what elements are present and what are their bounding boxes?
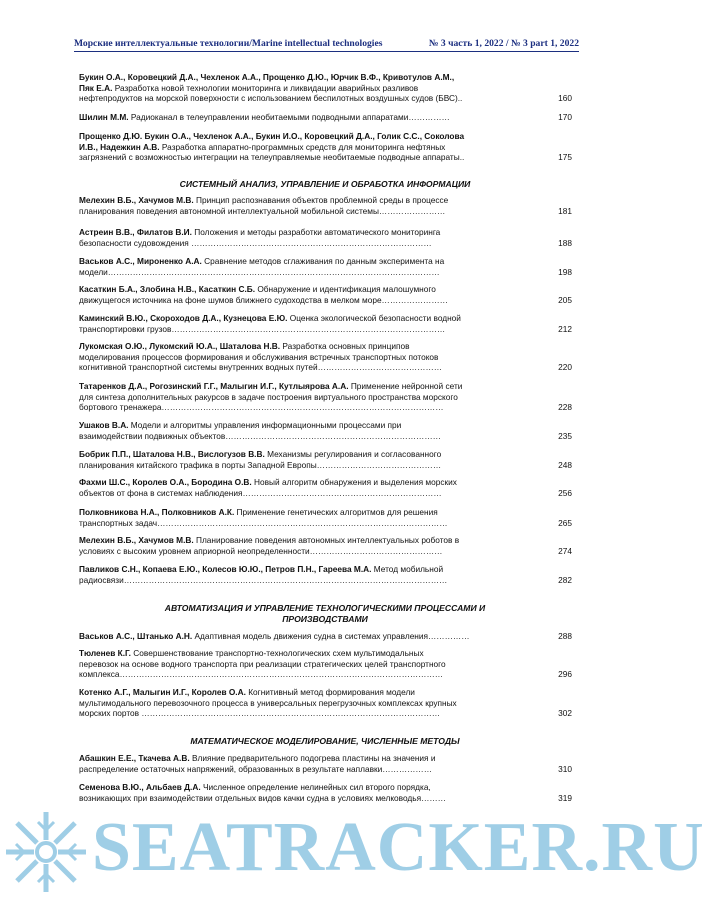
entry-title: Адаптивная модель движения судна в системах управления……………	[192, 631, 470, 641]
entry-title: безопасности судовождения ……………………………………………………………………………	[79, 237, 432, 248]
entry-title: планирования поведения автономной интеллектуальной мобильной системы……………………	[79, 205, 446, 216]
entry-title: Радиоканал в телеуправлении необитаемыми подводными аппаратами……………	[128, 112, 450, 122]
entry-line	[79, 352, 572, 363]
entry-authors: Фахми Ш.С., Королев О.А., Бородина О.В.	[79, 477, 252, 487]
running-header	[74, 38, 579, 52]
entry-line	[79, 256, 572, 267]
entry-authors: Семенова В.Ю., Альбаев Д.А.	[79, 782, 201, 792]
toc-entry	[79, 687, 572, 719]
entry-title: Модели и алгоритмы управления информационными процессами при	[128, 420, 402, 430]
entry-title: Когнитивный метод формирования модели	[245, 687, 415, 697]
entry-line	[79, 698, 572, 709]
entry-line	[79, 546, 539, 557]
entry-line	[79, 564, 572, 575]
toc-entry	[79, 449, 572, 470]
page-number: 310	[558, 763, 572, 774]
entry-title: условиях с высоким уровнем априорной неопределенности…………………………………………	[79, 545, 443, 556]
entry-line	[79, 575, 539, 586]
entry-title: возникающих при взаимодействии отдельных видов качки судна в условиях мелководья………	[79, 792, 446, 803]
entry-title: комплекса………………………………………………………………………………………………………	[79, 669, 444, 680]
entry-line	[79, 392, 572, 403]
page-number: 265	[558, 517, 572, 528]
entry-title: Применение генетических алгоритмов для решения	[234, 507, 438, 517]
entry-authors: Шилин М.М.	[79, 112, 129, 122]
page-number: 160	[558, 93, 572, 104]
toc-entry	[79, 131, 572, 163]
entry-title: планирования китайского трафика в порты Западной Европы………………………………………	[79, 459, 442, 470]
entry-title: радиосвязи………………………………………………………………………………………………………	[79, 574, 448, 585]
entry-title: Сравнение методов сглаживания по данным эксперимента на	[201, 256, 445, 266]
entry-title: когнитивной транспортной системы внутренних водных путей………………………………………	[79, 362, 443, 373]
snowflake-compass-icon	[6, 812, 86, 892]
entry-authors: Татаренков Д.А., Рогозинский Г.Г., Малыгин И.Г., Кутлыярова А.А.	[79, 381, 349, 391]
entry-line	[79, 112, 539, 123]
entry-title: Оценка экологической безопасности водной	[287, 313, 461, 323]
entry-line	[79, 764, 539, 775]
entry-line	[79, 142, 572, 153]
toc-entry	[79, 507, 572, 528]
entry-title: Принцип распознавания объектов проблемной среды в процессе	[193, 195, 449, 205]
entry-line	[79, 267, 539, 278]
entry-title: Механизмы регулирования и согласованного	[264, 449, 442, 459]
toc-entry	[79, 648, 572, 680]
toc-entry	[79, 341, 572, 373]
section-heading: ПРОИЗВОДСТВАМИ	[282, 614, 368, 624]
entry-authors: Мелехин В.Б., Хачумов М.В.	[79, 535, 194, 545]
page-number: 274	[558, 545, 572, 556]
entry-line	[79, 195, 572, 206]
entry-line	[79, 420, 572, 431]
entry-authors: Абашкин Е.Е., Ткачева А.В.	[79, 753, 190, 763]
entry-title: Применение нейронной сети	[348, 381, 463, 391]
entry-line	[79, 477, 572, 488]
entry-title: мультимодального перевозочного процесса в универсальных перегрузочных комплексах крупных	[79, 697, 457, 708]
entry-line	[79, 631, 539, 642]
page-number: 228	[558, 402, 572, 413]
page-number: 198	[558, 266, 572, 277]
entry-title: Новый алгоритм обнаружения и выделения морских	[251, 477, 457, 487]
entry-authors: Мелехин В.Б., Хачумов М.В.	[79, 195, 194, 205]
entry-line	[79, 659, 572, 670]
page-number: 319	[558, 792, 572, 803]
toc-entry	[79, 195, 572, 216]
entry-line	[79, 431, 539, 442]
page-number: 205	[558, 294, 572, 305]
entry-line	[79, 295, 539, 306]
section-heading: СИСТЕМНЫЙ АНАЛИЗ, УПРАВЛЕНИЕ И ОБРАБОТКА ИНФОРМАЦИИ	[179, 179, 471, 189]
toc-entry	[79, 477, 572, 498]
toc-entry	[79, 753, 572, 774]
entry-line	[79, 238, 539, 249]
entry-title: бортового тренажера…………………………………………………………………………………………	[79, 402, 444, 413]
entry-authors: Касаткин Б.А., Злобина Н.В., Касаткин С.Б.	[79, 284, 256, 294]
page-number: 296	[558, 669, 572, 680]
entry-line	[79, 313, 572, 324]
entry-authors: Васьков А.С., Мироненко А.А.	[79, 256, 202, 266]
entry-title: Планирование поведения автономных интеллектуальных роботов в	[193, 535, 460, 545]
entry-authors: Лукомская О.Ю., Лукомский Ю.А., Шаталова Н.В.	[79, 341, 281, 351]
entry-authors: Пяк Е.А.	[79, 82, 113, 93]
entry-line	[79, 708, 539, 719]
journal-title: Морские интеллектуальные технологии/Marine intellectual technologies	[74, 38, 383, 49]
entry-line	[79, 227, 572, 238]
entry-line	[79, 362, 539, 373]
entry-title: Обнаружение и идентификация малошумного	[255, 284, 436, 294]
entry-line	[79, 402, 539, 413]
entry-title: транспортных задач……………………………………………………………………………………………	[79, 517, 448, 528]
entry-title: объектов от фона в системах наблюдения………………………………………………………………	[79, 487, 442, 498]
entry-title: Разработка основных принципов	[280, 341, 410, 351]
toc-entry	[79, 227, 572, 248]
entry-line	[79, 381, 572, 392]
page-number: 256	[558, 487, 572, 498]
entry-line	[79, 507, 572, 518]
entry-line	[79, 488, 539, 499]
entry-authors: Котенко А.Г., Малыгин И.Г., Королев О.А.	[79, 687, 246, 697]
toc-entry	[79, 631, 572, 642]
entry-title: Совершенствование транспортно-технологических схем мультимодальных	[131, 648, 424, 658]
entry-title: модели…………………………………………………………………………………………………………	[79, 266, 440, 277]
entry-title: взаимодействии подвижных объектов……………………………………………………………………	[79, 430, 441, 441]
entry-authors: Тюленев К.Г.	[79, 648, 131, 658]
entry-title: Влияние предварительного подогрева пластины на значения и	[189, 753, 436, 763]
section-heading: МАТЕМАТИЧЕСКОЕ МОДЕЛИРОВАНИЕ, ЧИСЛЕННЫЕ МЕТОДЫ	[190, 736, 460, 746]
entry-authors: Павликов С.Н., Копаева Е.Ю., Колесов Ю.Ю., Петров П.Н., Гареева М.А.	[79, 564, 372, 574]
toc-entry	[79, 535, 572, 556]
watermark-text: SEATRACKER.RU	[92, 809, 705, 886]
entry-authors: Полковникова Н.А., Полковников А.К.	[79, 507, 235, 517]
entry-title: для синтеза дополнительных ракурсов в задаче построения виртуального пространства морского	[79, 391, 458, 402]
entry-authors: Астреин В.В., Филатов В.И.	[79, 227, 192, 237]
toc-entry	[79, 564, 572, 585]
entry-line	[79, 284, 572, 295]
page-number: 181	[558, 205, 572, 216]
entry-line	[79, 324, 539, 335]
page-number: 220	[558, 362, 572, 373]
page-number: 248	[558, 459, 572, 470]
entry-authors: Ушаков В.А.	[79, 420, 129, 430]
entry-line	[79, 535, 572, 546]
page-number: 170	[558, 112, 572, 122]
entry-line	[79, 206, 539, 217]
entry-title: нефтепродуктов на морской поверхности с использованием беспилотных воздушных судов (БВС)..	[79, 93, 463, 104]
entry-authors: Бобрик П.П., Шаталова Н.В., Вислогузов В.В.	[79, 449, 265, 459]
entry-title: моделирования процессов формирования и обслуживания встречных транспортных потоков	[79, 351, 439, 362]
entry-line	[79, 669, 539, 680]
toc-entry	[79, 256, 572, 277]
entry-line	[79, 782, 572, 793]
issue-number: № 3 часть 1, 2022 / № 3 part 1, 2022	[428, 38, 579, 49]
entry-line	[79, 753, 572, 764]
entry-authors: Каминский В.Ю., Скороходов Д.А., Кузнецова Е.Ю.	[79, 313, 288, 323]
entry-line	[79, 687, 572, 698]
entry-line	[79, 152, 539, 163]
page-number: 302	[558, 708, 572, 719]
entry-line	[79, 460, 539, 471]
entry-line	[79, 648, 572, 659]
page-number: 288	[558, 631, 572, 641]
toc-entry	[79, 313, 572, 334]
entry-line	[79, 83, 572, 94]
entry-line	[79, 341, 572, 352]
page-number: 235	[558, 430, 572, 441]
entry-title: Метод мобильной	[371, 564, 444, 574]
page-number: 175	[558, 152, 572, 163]
page-number: 282	[558, 574, 572, 585]
entry-title: Положения и методы разработки автоматического мониторинга	[191, 227, 441, 237]
entry-authors: И.В., Надежкин А.В.	[79, 141, 160, 152]
entry-authors: Букин О.А., Коровецкий Д.А., Чехленок А.А., Прощенко Д.Ю., Юрчик В.Ф., Кривотулов А.М.,	[79, 72, 455, 82]
entry-title: загрязнений с возможностью интеграции на телеуправляемые необитаемые подводные аппараты..	[79, 152, 465, 163]
entry-title: транспортировки грузов………………………………………………………………………………………	[79, 323, 446, 334]
toc-entry	[79, 284, 572, 305]
entry-title: перевозок на основе водного транспорта при реализации стратегических целей транспортного	[79, 658, 446, 669]
toc-entry	[79, 72, 572, 104]
section-heading: АВТОМАТИЗАЦИЯ И УПРАВЛЕНИЕ ТЕХНОЛОГИЧЕСКИМИ ПРОЦЕССАМИ И	[164, 603, 486, 613]
entry-line	[79, 518, 539, 529]
toc-entry	[79, 420, 572, 441]
entry-title: Численное определение нелинейных сил второго порядка,	[200, 782, 431, 792]
entry-authors: Прощенко Д.Ю. Букин О.А., Чехленок А.А., Букин И.О., Коровецкий Д.А., Голик С.С., Соколова	[79, 131, 465, 141]
entry-title: морских портов ………………………………………………………………………………………………	[79, 708, 441, 719]
entry-authors: Васьков А.С., Штанько А.Н.	[79, 631, 193, 641]
entry-line	[79, 72, 572, 83]
entry-title: Разработка новой технологии мониторинга и ликвидации аварийных разливов	[112, 82, 419, 93]
page-number: 188	[558, 237, 572, 248]
entry-line	[79, 131, 572, 142]
entry-line	[79, 93, 539, 104]
entry-line	[79, 449, 572, 460]
toc-entry	[79, 112, 572, 123]
entry-title: распределение остаточных напряжений, образованных в результате наплавки………………	[79, 763, 433, 774]
entry-title: Разработка аппаратно-программных средств для мониторинга нефтяных	[159, 141, 446, 152]
toc-entry	[79, 381, 572, 413]
entry-title: движущегося источника на фоне шумов ближнего судоходства в мелком море……………………	[79, 294, 448, 305]
page-number: 212	[558, 323, 572, 334]
